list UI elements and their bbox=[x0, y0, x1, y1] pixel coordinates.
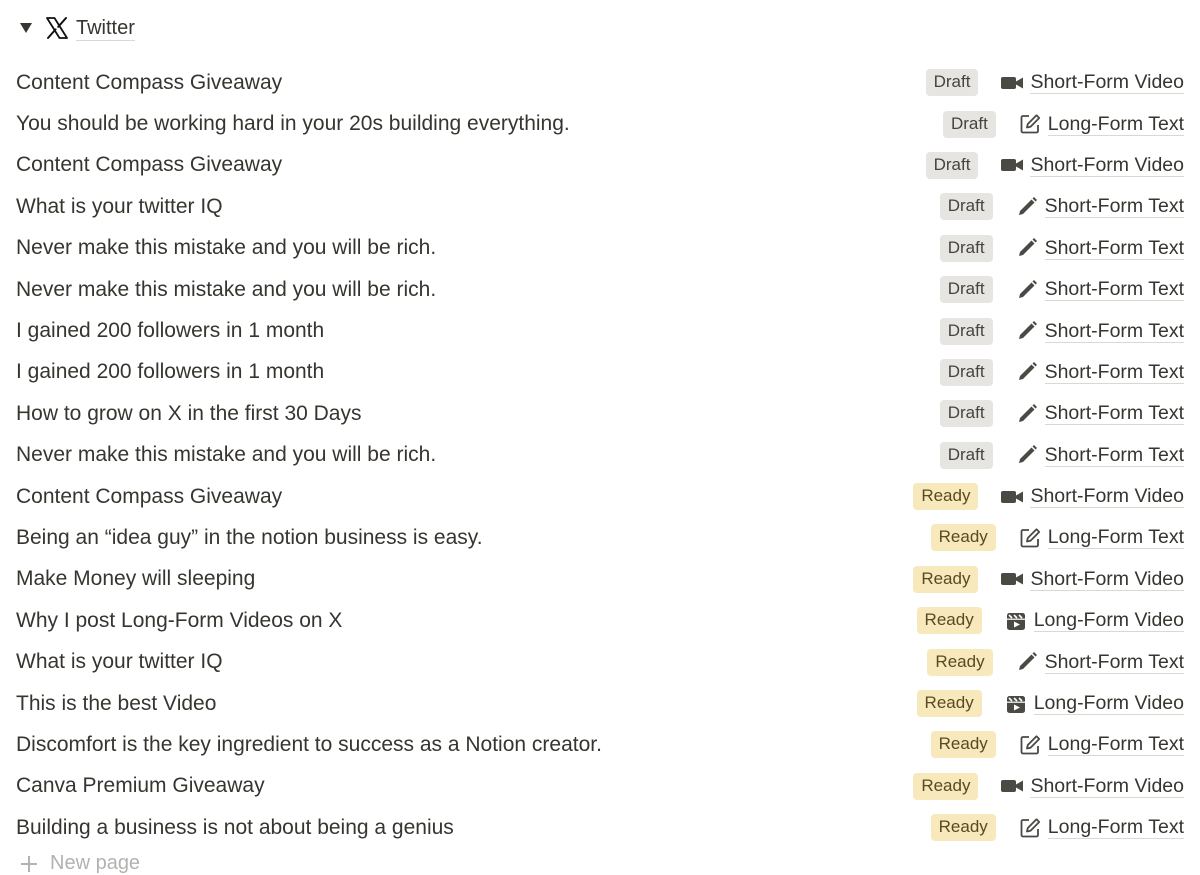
edit-square-icon bbox=[1018, 526, 1042, 550]
status-badge[interactable]: Draft bbox=[926, 152, 979, 179]
status-badge[interactable]: Draft bbox=[943, 111, 996, 138]
pencil-icon bbox=[1015, 236, 1039, 260]
row-title[interactable]: I gained 200 followers in 1 month bbox=[16, 319, 325, 343]
table-row[interactable] bbox=[0, 766, 1200, 807]
content-type-link[interactable]: Short-Form Text bbox=[1044, 443, 1184, 466]
status-badge[interactable]: Ready bbox=[913, 566, 978, 593]
row-title[interactable]: Content Compass Giveaway bbox=[16, 484, 283, 508]
table-row[interactable] bbox=[0, 559, 1200, 600]
row-properties bbox=[940, 269, 1184, 310]
content-type-link[interactable]: Long-Form Video bbox=[1033, 692, 1184, 715]
table-row[interactable] bbox=[0, 62, 1200, 103]
row-title[interactable]: Never make this mistake and you will be rich. bbox=[16, 236, 437, 260]
row-properties bbox=[913, 559, 1184, 600]
group-header[interactable] bbox=[16, 12, 135, 44]
table-row[interactable] bbox=[0, 310, 1200, 351]
video-camera-icon bbox=[1000, 71, 1024, 95]
row-properties bbox=[943, 103, 1184, 144]
content-type-link[interactable]: Long-Form Text bbox=[1047, 816, 1184, 839]
table-row[interactable] bbox=[0, 600, 1200, 641]
row-properties bbox=[926, 62, 1184, 103]
clapperboard-icon bbox=[1004, 692, 1028, 716]
row-title[interactable]: Never make this mistake and you will be rich. bbox=[16, 443, 437, 467]
row-properties bbox=[931, 517, 1184, 558]
status-badge[interactable]: Draft bbox=[940, 235, 993, 262]
pencil-icon bbox=[1015, 402, 1039, 426]
video-camera-icon bbox=[1000, 567, 1024, 591]
row-title[interactable]: Being an “idea guy” in the notion business is easy. bbox=[16, 525, 483, 549]
new-page-button[interactable] bbox=[18, 852, 140, 875]
new-page-label: New page bbox=[50, 852, 141, 874]
table-row[interactable] bbox=[0, 352, 1200, 393]
row-properties bbox=[940, 186, 1184, 227]
video-camera-icon bbox=[1000, 774, 1024, 798]
edit-square-icon bbox=[1018, 733, 1042, 757]
row-properties bbox=[940, 435, 1184, 476]
row-title[interactable]: Make Money will sleeping bbox=[16, 567, 256, 591]
status-badge[interactable]: Draft bbox=[940, 318, 993, 345]
status-badge[interactable]: Draft bbox=[940, 400, 993, 427]
pencil-icon bbox=[1015, 278, 1039, 302]
edit-square-icon bbox=[1018, 816, 1042, 840]
row-properties bbox=[917, 683, 1184, 724]
pencil-icon bbox=[1015, 443, 1039, 467]
row-title[interactable]: Why I post Long-Form Videos on X bbox=[16, 608, 343, 632]
row-properties bbox=[940, 228, 1184, 269]
triangle-down-icon[interactable] bbox=[16, 18, 36, 38]
row-properties bbox=[913, 476, 1184, 517]
status-badge[interactable]: Ready bbox=[913, 773, 978, 800]
rows-list bbox=[0, 62, 1200, 848]
clapperboard-icon bbox=[1004, 609, 1028, 633]
table-row[interactable] bbox=[0, 393, 1200, 434]
row-title[interactable]: Content Compass Giveaway bbox=[16, 70, 283, 94]
content-type-link[interactable]: Long-Form Text bbox=[1047, 733, 1184, 756]
table-row[interactable] bbox=[0, 145, 1200, 186]
row-title[interactable]: Never make this mistake and you will be rich. bbox=[16, 277, 437, 301]
group-title[interactable]: Twitter bbox=[76, 16, 135, 39]
status-badge[interactable]: Ready bbox=[931, 524, 996, 551]
row-properties bbox=[940, 352, 1184, 393]
row-properties bbox=[913, 766, 1184, 807]
status-badge[interactable]: Ready bbox=[931, 814, 996, 841]
row-title[interactable]: What is your twitter IQ bbox=[16, 650, 223, 674]
row-title[interactable]: This is the best Video bbox=[16, 691, 217, 715]
row-properties bbox=[931, 807, 1184, 848]
row-title[interactable]: How to grow on X in the first 30 Days bbox=[16, 401, 362, 425]
content-type-link[interactable]: Short-Form Video bbox=[1030, 774, 1184, 797]
table-row[interactable] bbox=[0, 683, 1200, 724]
content-type-link[interactable]: Long-Form Video bbox=[1033, 609, 1184, 632]
status-badge[interactable]: Ready bbox=[931, 731, 996, 758]
content-type-link[interactable]: Short-Form Text bbox=[1044, 650, 1184, 673]
content-type-link[interactable]: Short-Form Video bbox=[1030, 71, 1184, 94]
table-row[interactable] bbox=[0, 186, 1200, 227]
edit-square-icon bbox=[1018, 112, 1042, 136]
video-camera-icon bbox=[1000, 153, 1024, 177]
status-badge[interactable]: Draft bbox=[940, 359, 993, 386]
status-badge[interactable]: Draft bbox=[926, 69, 979, 96]
status-badge[interactable]: Ready bbox=[917, 690, 982, 717]
row-properties bbox=[940, 393, 1184, 434]
status-badge[interactable]: Ready bbox=[927, 649, 992, 676]
table-row[interactable] bbox=[0, 228, 1200, 269]
row-title[interactable]: Content Compass Giveaway bbox=[16, 153, 283, 177]
status-badge[interactable]: Draft bbox=[940, 442, 993, 469]
pencil-icon bbox=[1015, 650, 1039, 674]
row-title[interactable]: Discomfort is the key ingredient to success as a Notion creator. bbox=[16, 732, 602, 756]
row-title[interactable]: Building a business is not about being a genius bbox=[16, 815, 454, 839]
content-type-link[interactable]: Short-Form Text bbox=[1044, 278, 1184, 301]
table-row[interactable] bbox=[0, 269, 1200, 310]
pencil-icon bbox=[1015, 319, 1039, 343]
pencil-icon bbox=[1015, 360, 1039, 384]
row-title[interactable]: You should be working hard in your 20s building everything. bbox=[16, 112, 570, 136]
video-camera-icon bbox=[1000, 485, 1024, 509]
table-row[interactable] bbox=[0, 476, 1200, 517]
table-row[interactable] bbox=[0, 103, 1200, 144]
content-type-link[interactable]: Short-Form Text bbox=[1044, 236, 1184, 259]
content-type-link[interactable]: Short-Form Video bbox=[1030, 485, 1184, 508]
pencil-icon bbox=[1015, 195, 1039, 219]
row-properties bbox=[917, 600, 1184, 641]
content-type-link[interactable]: Short-Form Text bbox=[1044, 360, 1184, 383]
status-badge[interactable]: Ready bbox=[913, 483, 978, 510]
row-properties bbox=[926, 145, 1184, 186]
table-row[interactable] bbox=[0, 807, 1200, 848]
table-row[interactable] bbox=[0, 517, 1200, 558]
row-title[interactable]: Canva Premium Giveaway bbox=[16, 774, 265, 798]
x-logo-icon bbox=[44, 15, 70, 41]
status-badge[interactable]: Draft bbox=[940, 276, 993, 303]
row-title[interactable]: What is your twitter IQ bbox=[16, 194, 223, 218]
status-badge[interactable]: Ready bbox=[917, 607, 982, 634]
content-type-link[interactable]: Short-Form Text bbox=[1044, 319, 1184, 342]
status-badge[interactable]: Draft bbox=[940, 193, 993, 220]
row-properties bbox=[940, 310, 1184, 351]
row-title[interactable]: I gained 200 followers in 1 month bbox=[16, 360, 325, 384]
content-type-link[interactable]: Long-Form Text bbox=[1047, 526, 1184, 549]
content-type-link[interactable]: Short-Form Text bbox=[1044, 402, 1184, 425]
content-type-link[interactable]: Short-Form Video bbox=[1030, 153, 1184, 176]
table-row[interactable] bbox=[0, 435, 1200, 476]
table-row[interactable] bbox=[0, 724, 1200, 765]
row-properties bbox=[931, 724, 1184, 765]
content-type-link[interactable]: Short-Form Video bbox=[1030, 567, 1184, 590]
content-type-link[interactable]: Long-Form Text bbox=[1047, 112, 1184, 135]
table-row[interactable] bbox=[0, 641, 1200, 682]
plus-icon bbox=[18, 853, 40, 875]
row-properties bbox=[927, 641, 1184, 682]
content-type-link[interactable]: Short-Form Text bbox=[1044, 195, 1184, 218]
